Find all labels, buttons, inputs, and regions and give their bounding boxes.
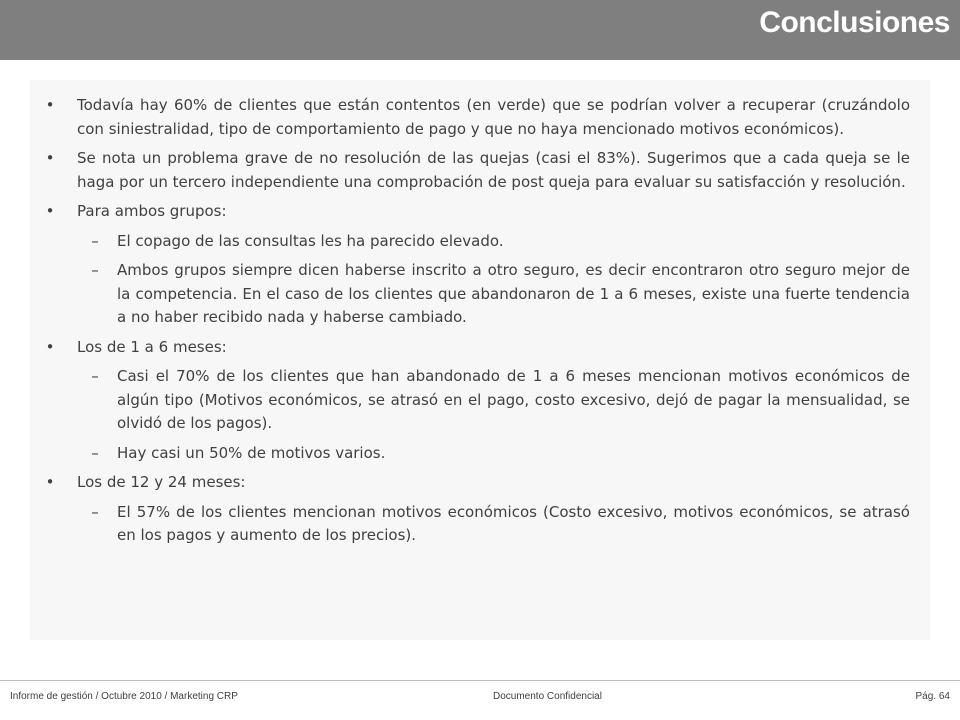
sub-marker: – — [91, 367, 99, 385]
bullet-item — [30, 200, 930, 224]
bullet-item — [30, 471, 930, 495]
sub-item — [30, 501, 930, 548]
sub-item — [30, 365, 930, 436]
footer-report-info: Informe de gestión / Octubre 2010 / Marketing CRP — [10, 691, 238, 702]
sub-text: El 57% de los clientes mencionan motivos económicos (Costo excesivo, motivos económicos, se atrasó en los pagos y aumento de los precios). — [117, 502, 910, 544]
sub-text: Hay casi un 50% de motivos varios. — [117, 443, 386, 462]
bullet-item — [30, 94, 930, 141]
content-panel — [30, 80, 930, 640]
bullet-marker: • — [45, 337, 55, 356]
sub-text: Casi el 70% de los clientes que han abandonado de 1 a 6 meses mencionan motivos económicos de algún tipo (Motivos económicos, se atrasó en el pago, costo excesivo, dejó de pagar la mensualidad, se olvidó de los pagos). — [117, 367, 910, 432]
sub-item — [30, 230, 930, 254]
bullet-item — [30, 336, 930, 360]
bullet-text: Se nota un problema grave de no resolución de las quejas (casi el 83%). Sugerimos que a cada queja se le haga por un tercero independiente una comprobación de post queja para evaluar su satisfacción y resolución. — [77, 149, 910, 191]
sub-text: El copago de las consultas les ha parecido elevado. — [117, 231, 504, 250]
header-bar — [0, 0, 960, 60]
bullet-marker: • — [45, 149, 55, 167]
footer-divider — [0, 680, 960, 681]
page-title: Conclusiones — [759, 6, 950, 39]
bullet-item — [30, 147, 930, 194]
bullet-marker: • — [45, 96, 55, 114]
sub-text: Ambos grupos siempre dicen haberse inscrito a otro seguro, es decir encontraron otro seguro mejor de la competencia. En el caso de los clientes que abandonaron de 1 a 6 meses, existe una fuerte tendencia a no haber recibido nada y haberse cambiado. — [117, 261, 910, 326]
sub-item — [30, 442, 930, 466]
bullet-text: Para ambos grupos: — [77, 202, 227, 220]
sub-item — [30, 259, 930, 330]
bullet-text: Los de 12 y 24 meses: — [77, 473, 246, 491]
bullet-text: Todavía hay 60% de clientes que están contentos (en verde) que se podrían volver a recuperar (cruzándolo con siniestralidad, tipo de comportamiento de pago y que no haya mencionado motivos económicos). — [77, 96, 910, 138]
sub-marker: – — [91, 261, 99, 279]
bullet-marker: • — [45, 473, 55, 491]
sub-marker: – — [91, 443, 99, 462]
bullet-text: Los de 1 a 6 meses: — [77, 337, 227, 356]
footer-page-number: Pág. 64 — [915, 691, 950, 702]
bullet-marker: • — [45, 202, 55, 220]
bullet-list — [30, 94, 930, 554]
footer-confidential-label: Documento Confidencial — [493, 691, 602, 702]
sub-marker: – — [91, 502, 99, 521]
sub-marker: – — [91, 231, 99, 250]
